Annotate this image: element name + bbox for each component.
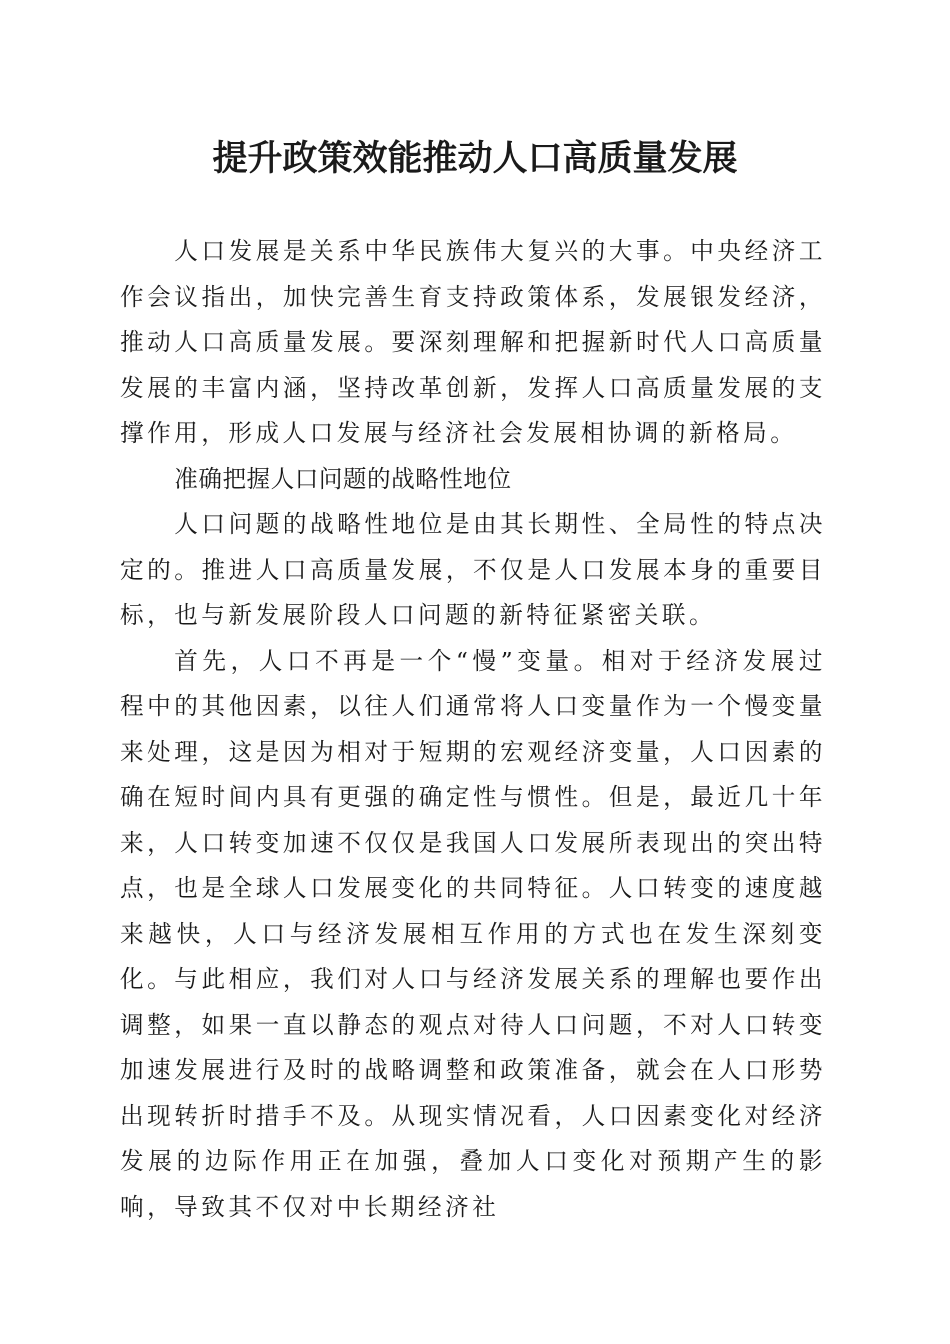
paragraph-first-point: 首先，人口不再是一个“慢”变量。相对于经济发展过程中的其他因素，以往人们通常将人口变量作为一个慢变量来处理，这是因为相对于短期的宏观经济变量，人口因素的确在短时间内具有更强的确定性与惯性。但是，最近几十年来，人口转变加速不仅仅是我国人口发展所表现出的突出特点，也是全球人口发展变化的共同特征。人口转变的速度越来越快，人口与经济发展相互作用的方式也在发生深刻变化。与此相应，我们对人口与经济发展关系的理解也要作出调整，如果一直以静态的观点对待人口问题，不对人口转变加速发展进行及时的战略调整和政策准备，就会在人口形势出现转折时措手不及。从现实情况看，人口因素变化对经济发展的边际作用正在加强，叠加人口变化对预期产生的影响，导致其不仅对中长期经济社 (120, 646, 826, 1221)
paragraph-intro: 人口发展是关系中华民族伟大复兴的大事。中央经济工作会议指出，加快完善生育支持政策体系，发展银发经济，推动人口高质量发展。要深刻理解和把握新时代人口高质量发展的丰富内涵，坚持改革创新，发挥人口高质量发展的支撑作用，形成人口发展与经济社会发展相协调的新格局。 (120, 237, 826, 447)
section-heading: 准确把握人口问题的战略性地位 (174, 464, 512, 493)
document-title: 提升政策效能推动人口高质量发展 (212, 138, 738, 179)
paragraph-strategic-position: 人口问题的战略性地位是由其长期性、全局性的特点决定的。推进人口高质量发展，不仅是人口发展本身的重要目标，也与新发展阶段人口问题的新特征紧密关联。 (120, 510, 826, 629)
document-body (120, 229, 826, 1230)
